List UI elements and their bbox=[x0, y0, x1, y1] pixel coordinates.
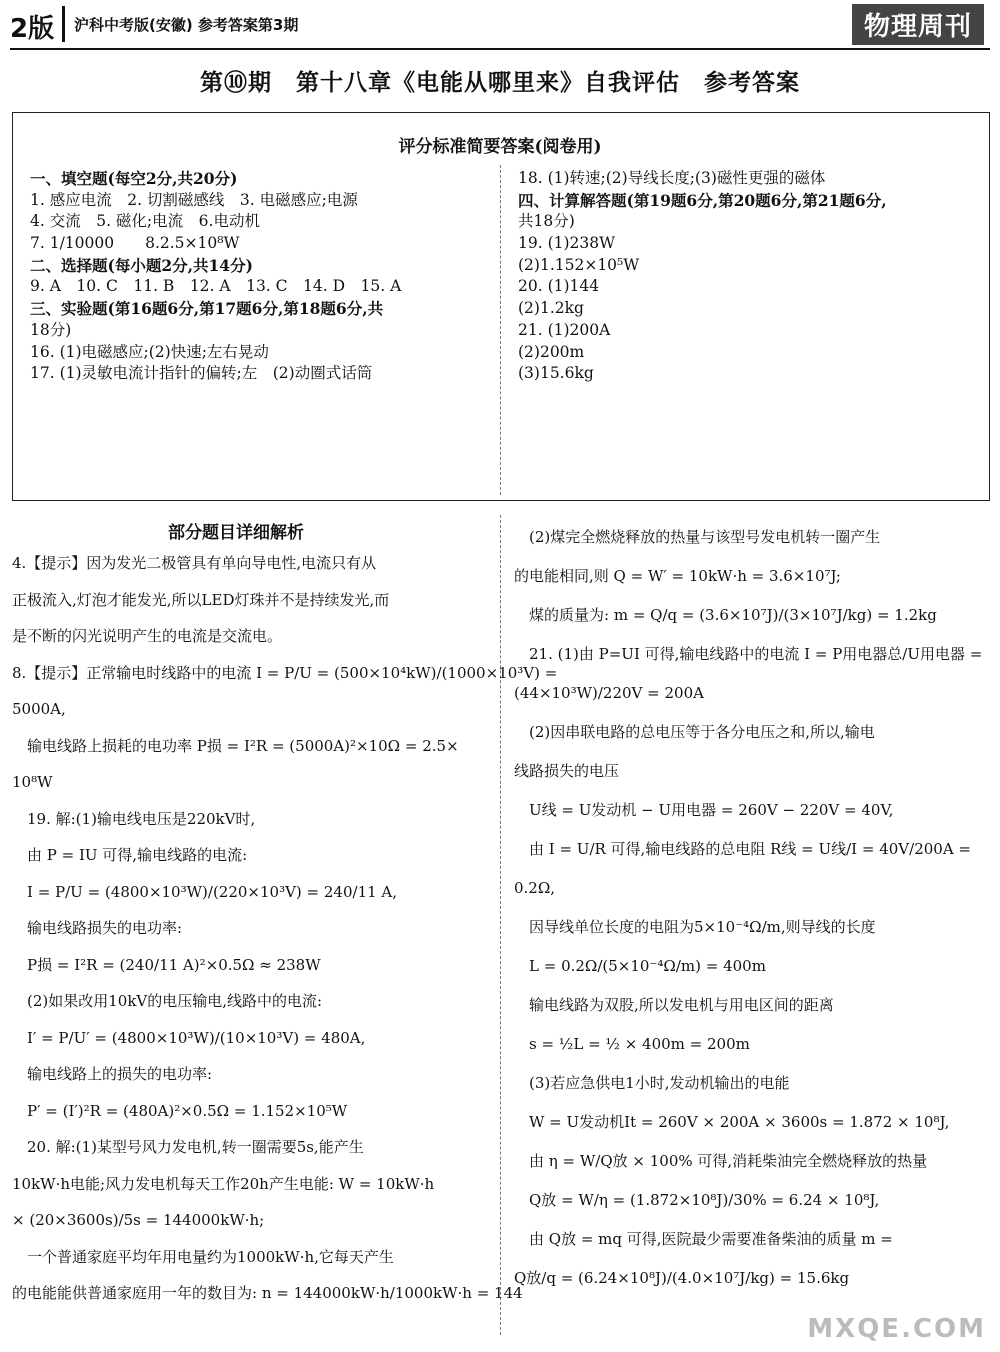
detail-line: 因导线单位长度的电阻为5×10⁻⁴Ω/m,则导线的长度 bbox=[514, 918, 876, 936]
edition-label: 2版 bbox=[10, 14, 55, 44]
page-header bbox=[0, 0, 1000, 46]
detail-line: 19. 解:(1)输电线电压是220kV时, bbox=[12, 809, 256, 828]
watermark: MXQE.COM bbox=[807, 1314, 986, 1344]
answer-line: 三、实验题(第16题6分,第17题6分,第18题6分,共 bbox=[30, 299, 384, 319]
answer-line: 18. (1)转速;(2)导线长度;(3)磁性更强的磁体 bbox=[518, 169, 826, 187]
answer-line: (3)15.6kg bbox=[518, 364, 594, 383]
detail-line: 4.【提示】因为发光二极管具有单向导电性,电流只有从 bbox=[12, 554, 377, 572]
answer-line: 20. (1)144 bbox=[518, 277, 600, 296]
answer-line: 7. 1/10000 8.2.5×10⁸W bbox=[30, 234, 240, 253]
detail-line: L = 0.2Ω/(5×10⁻⁴Ω/m) = 400m bbox=[514, 957, 766, 975]
detail-line: 20. 解:(1)某型号风力发电机,转一圈需要5s,能产生 bbox=[12, 1138, 364, 1156]
detail-line: (3)若应急供电1小时,发动机输出的电能 bbox=[514, 1074, 790, 1092]
answer-right-column bbox=[518, 168, 978, 385]
detail-line: P损 = I²R = (240/11 A)²×0.5Ω ≈ 238W bbox=[12, 955, 321, 974]
detail-line: 5000A, bbox=[12, 700, 66, 718]
answer-box-divider bbox=[500, 165, 501, 495]
answer-line: (2)1.2kg bbox=[518, 299, 584, 318]
answer-line: (2)200m bbox=[518, 342, 585, 361]
detail-line: 输电线路为双股,所以发电机与用电区间的距离 bbox=[514, 996, 834, 1014]
answer-line: 9. A 10. C 11. B 12. A 13. C 14. D 15. A bbox=[30, 277, 402, 296]
header-divider bbox=[62, 6, 65, 42]
detail-line: 10kW·h电能;风力发电机每天工作20h产生电能: W = 10kW·h bbox=[12, 1174, 435, 1193]
detail-line: 的电能相同,则 Q = W′ = 10kW·h = 3.6×10⁷J; bbox=[514, 567, 841, 585]
answer-line: 1. 感应电流 2. 切割磁感线 3. 电磁感应;电源 bbox=[30, 190, 358, 209]
answer-line: 共18分) bbox=[518, 212, 575, 231]
detail-line: 输电线路上损耗的电功率 P损 = I²R = (5000A)²×10Ω = 2.5× bbox=[12, 736, 459, 755]
answer-line: 一、填空题(每空2分,共20分) bbox=[30, 169, 238, 188]
detail-line: (2)如果改用10kV的电压输电,线路中的电流: bbox=[12, 992, 323, 1010]
answer-line: (2)1.152×10⁵W bbox=[518, 255, 640, 274]
answer-line: 4. 交流 5. 磁化;电流 6.电动机 bbox=[30, 212, 260, 231]
detail-line: 由 P = IU 可得,输电线路的电流: bbox=[12, 846, 248, 864]
detail-line: 正极流入,灯泡才能发光,所以LED灯珠并不是持续发光,而 bbox=[12, 590, 390, 609]
detail-line: Q放 = W/η = (1.872×10⁸J)/30% = 6.24 × 10⁸J, bbox=[514, 1191, 880, 1209]
detail-line: 由 Q放 = mq 可得,医院最少需要准备柴油的质量 m = bbox=[514, 1230, 893, 1248]
detail-line: U线 = U发动机 − U用电器 = 260V − 220V = 40V, bbox=[514, 801, 894, 819]
answer-line: 四、计算解答题(第19题6分,第20题6分,第21题6分, bbox=[518, 190, 887, 210]
detail-line: P′ = (I′)²R = (480A)²×0.5Ω = 1.152×10⁵W bbox=[12, 1101, 348, 1120]
detail-right-column bbox=[514, 518, 990, 1298]
detail-line: 煤的质量为: m = Q/q = (3.6×10⁷J)/(3×10⁷J/kg) = 1.2kg bbox=[514, 606, 937, 624]
detail-line: 一个普通家庭平均年用电量约为1000kW·h,它每天产生 bbox=[12, 1247, 394, 1266]
header-rule bbox=[10, 48, 990, 50]
detail-line: W = U发动机It = 260V × 200A × 3600s = 1.872 × 10⁸J, bbox=[514, 1113, 950, 1131]
answer-box-title: 评分标准简要答案(阅卷用) bbox=[398, 137, 602, 157]
detail-line: s = ½L = ½ × 400m = 200m bbox=[514, 1035, 750, 1053]
answer-line: 19. (1)238W bbox=[518, 234, 616, 253]
detail-line: I = P/U = (4800×10³W)/(220×10³V) = 240/11 A, bbox=[12, 882, 398, 901]
detail-line: 输电线路上的损失的电功率: bbox=[12, 1065, 213, 1083]
detail-line: 由 η = W/Q放 × 100% 可得,消耗柴油完全燃烧释放的热量 bbox=[514, 1152, 928, 1170]
answer-line: 16. (1)电磁感应;(2)快速;左右晃动 bbox=[30, 342, 269, 361]
answer-line: 21. (1)200A bbox=[518, 320, 611, 339]
answer-line: 二、选择题(每小题2分,共14分) bbox=[30, 255, 253, 275]
detail-line: 0.2Ω, bbox=[514, 879, 556, 897]
detail-line: 输电线路损失的电功率: bbox=[12, 919, 183, 937]
brand-logo: 物理周刊 bbox=[852, 4, 984, 45]
header-subtitle: 沪科中考版(安徽) 参考答案第3期 bbox=[74, 16, 299, 34]
detail-divider bbox=[500, 515, 501, 1335]
detail-line: (2)因串联电路的总电压等于各分电压之和,所以,输电 bbox=[514, 723, 875, 741]
detail-title: 部分题目详细解析 bbox=[168, 523, 304, 543]
detail-line: 10⁸W bbox=[12, 773, 53, 791]
detail-line: (44×10³W)/220V = 200A bbox=[514, 684, 704, 702]
detail-line: 8.【提示】正常输电时线路中的电流 I = P/U = (500×10⁴kW)/(1000×10³V) = bbox=[12, 663, 558, 682]
detail-line: 由 I = U/R 可得,输电线路的总电阻 R线 = U线/I = 40V/200A = bbox=[514, 840, 971, 858]
page-title: 第⑩期 第十八章《电能从哪里来》自我评估 参考答案 bbox=[200, 69, 800, 96]
detail-line: 线路损失的电压 bbox=[514, 762, 620, 780]
detail-line: (2)煤完全燃烧释放的热量与该型号发电机转一圈产生 bbox=[514, 528, 881, 546]
answer-line: 17. (1)灵敏电流计指针的偏转;左 (2)动圈式话筒 bbox=[30, 364, 373, 383]
detail-line: 是不断的闪光说明产生的电流是交流电。 bbox=[12, 627, 283, 645]
detail-line: I′ = P/U′ = (4800×10³W)/(10×10³V) = 480A, bbox=[12, 1028, 366, 1047]
detail-line: Q放/q = (6.24×10⁸J)/(4.0×10⁷J/kg) = 15.6kg bbox=[514, 1269, 850, 1287]
answer-left-column bbox=[30, 168, 495, 385]
detail-line: 的电能能供普通家庭用一年的数目为: n = 144000kW·h/1000kW·h = 144 bbox=[12, 1284, 523, 1302]
detail-line: × (20×3600s)/5s = 144000kW·h; bbox=[12, 1211, 265, 1229]
detail-line: 21. (1)由 P=UI 可得,输电线路中的电流 I = P用电器总/U用电器 = bbox=[514, 645, 983, 663]
answer-line: 18分) bbox=[30, 320, 72, 339]
